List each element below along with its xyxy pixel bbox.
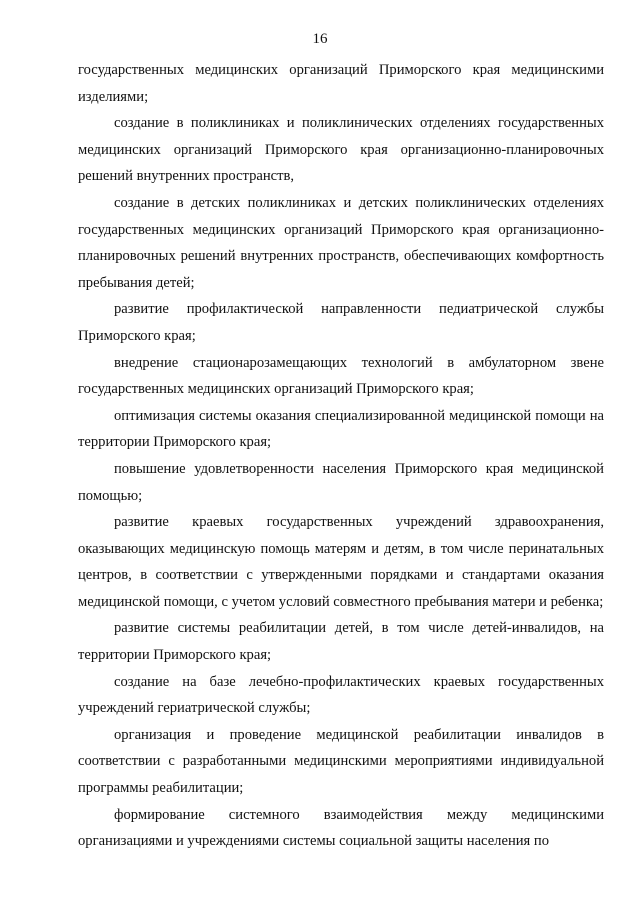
paragraph-children-polyclinic-planning: создание в детских поликлиниках и детских поликлинических отделениях государственных медицинских организаций Приморского края организационно-планировочных решений внутренних пространств, обеспечивающих комфортность пребывания детей; — [78, 194, 604, 291]
page-number: 16 — [312, 31, 328, 47]
paragraph-satisfaction: повышение удовлетворенности населения Приморского края медицинской помощью; — [78, 460, 604, 504]
paragraph-maternal-child-institutions: развитие краевых государственных учреждений здравоохранения, оказывающих медицинскую помощь матерям и детям, в том числе перинатальных центров, в соответствии с утвержденными порядками и стандартами оказания медицинской помощи, с учетом условий совместного пребывания матери и ребенка; — [78, 514, 604, 610]
paragraph-social-interaction: формирование системного взаимодействия между медицинскими организациями и учреждениями системы социальной защиты населения по — [78, 806, 604, 850]
paragraph-outpatient-technologies: внедрение стационарозамещающих технологий в амбулаторном звене государственных медицинских организаций Приморского края; — [78, 354, 604, 398]
paragraph-disabled-rehabilitation: организация и проведение медицинской реабилитации инвалидов в соответствии с разработанными медицинскими мероприятиями индивидуальной программы реабилитации; — [78, 726, 604, 797]
paragraph-specialized-care: оптимизация системы оказания специализированной медицинской помощи на территории Приморского края; — [78, 407, 604, 451]
paragraph-child-rehabilitation: развитие системы реабилитации детей, в том числе детей-инвалидов, на территории Приморского края; — [78, 620, 604, 664]
paragraph-polyclinic-planning: создание в поликлиниках и поликлинических отделениях государственных медицинских организаций Приморского края организационно-планировочных решений внутренних пространств, — [78, 115, 604, 185]
paragraph-geriatric-service: создание на базе лечебно-профилактических краевых государственных учреждений гериатрической службы; — [78, 673, 604, 717]
paragraph-pediatric-prevention: развитие профилактической направленности педиатрической службы Приморского края; — [78, 301, 604, 344]
document-body — [78, 57, 604, 855]
paragraph-continuation: государственных медицинских организаций Приморского края медицинскими изделиями; — [78, 62, 604, 105]
